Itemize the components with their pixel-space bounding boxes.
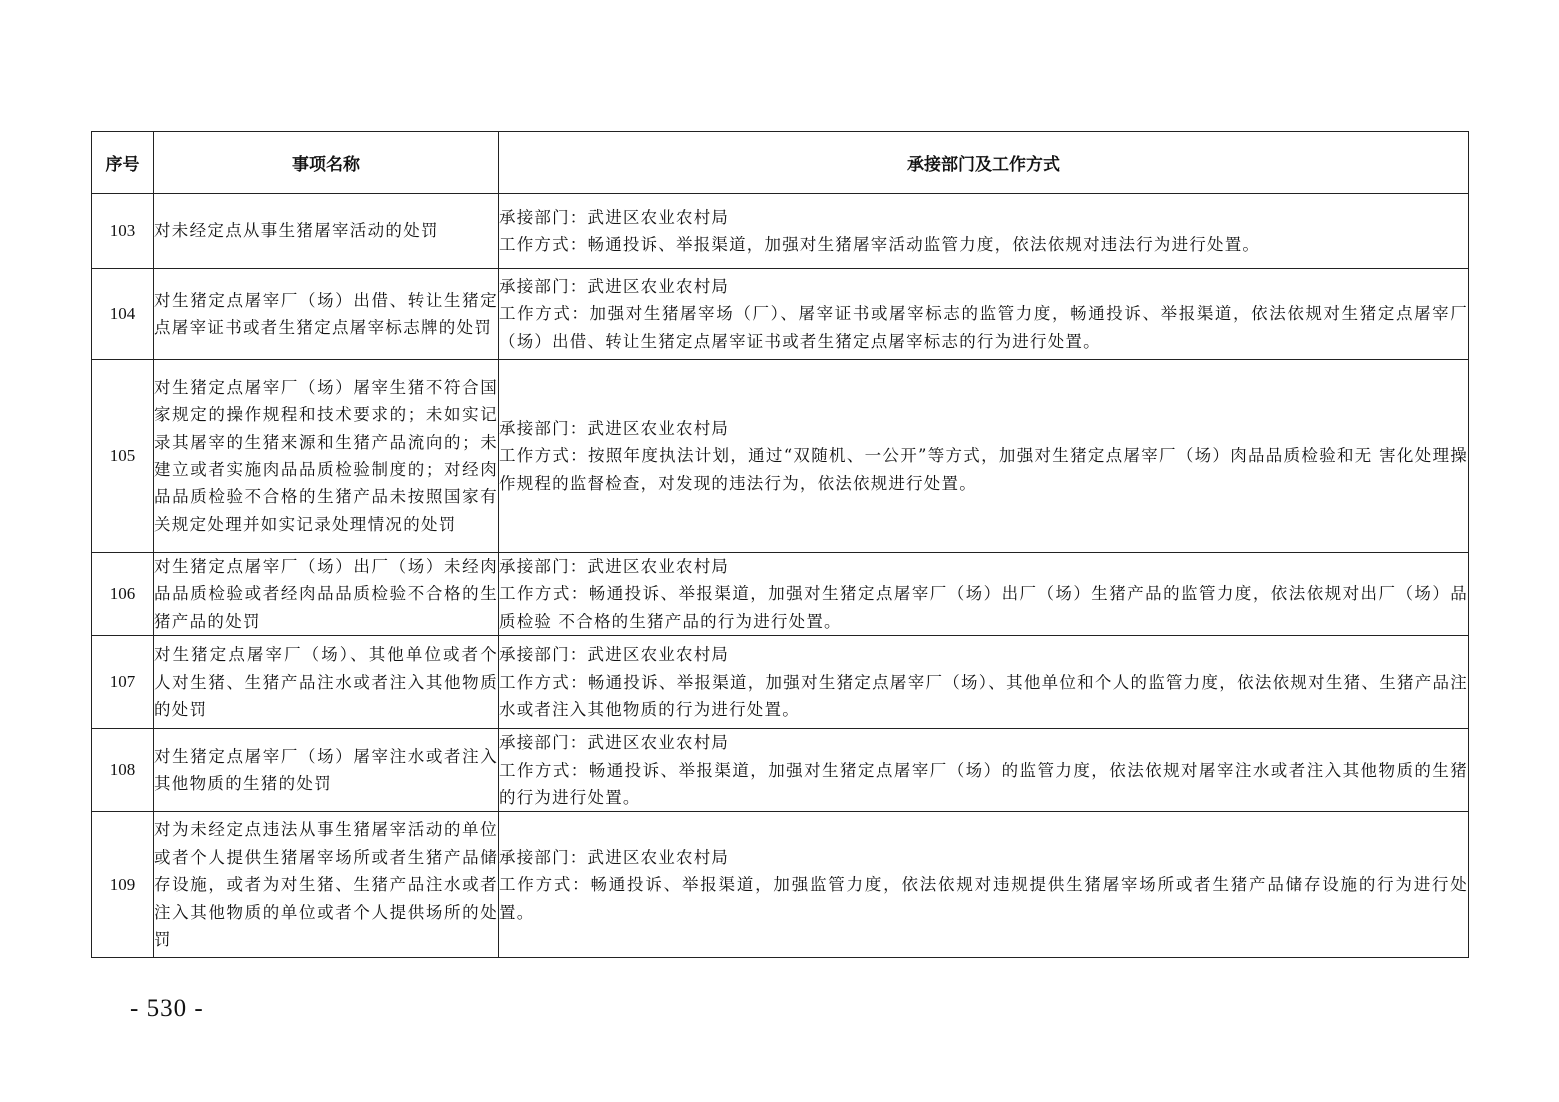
row-number: 104: [92, 269, 154, 360]
dept-method-cell: [499, 553, 1469, 636]
method-line: 工作方式：畅通投诉、举报渠道，加强对生猪定点屠宰厂（场）出厂（场）生猪产品的监管力度，依法依规对出厂（场）品质检验 不合格的生猪产品的行为进行处置。: [499, 584, 1468, 631]
dept-method-cell: [499, 812, 1469, 958]
item-name: 对为未经定点违法从事生猪屠宰活动的单位或者个人提供生猪屠宰场所或者生猪产品储存设施，或者为对生猪、生猪产品注水或者注入其他物质的单位或者个人提供场所的处罚: [154, 812, 499, 958]
dept-line: 承接部门：武进区农业农村局: [499, 418, 730, 438]
method-line: 工作方式：畅通投诉、举报渠道，加强对生猪屠宰活动监管力度，依法依规对违法行为进行处置。: [499, 235, 1261, 254]
row-number: 109: [92, 812, 154, 958]
item-name: 对生猪定点屠宰厂（场）出借、转让生猪定点屠宰证书或者生猪定点屠宰标志牌的处罚: [154, 269, 499, 360]
row-number: 103: [92, 194, 154, 269]
table-row: [92, 553, 1469, 636]
method-line: 工作方式：按照年度执法计划，通过“双随机、一公开”等方式，加强对生猪定点屠宰厂（场）肉品品质检验和无 害化处理操作规程的监督检查，对发现的违法行为，依法依规进行处置。: [499, 446, 1468, 493]
dept-method-cell: [499, 194, 1469, 269]
table-row: [92, 729, 1469, 812]
dept-line: 承接部门：武进区农业农村局: [499, 847, 730, 867]
dept-line: 承接部门：武进区农业农村局: [499, 645, 730, 665]
table-row: [92, 812, 1469, 958]
method-line: 工作方式：畅通投诉、举报渠道，加强监管力度，依法依规对违规提供生猪屠宰场所或者生猪产品储存设施的行为进行处置。: [499, 875, 1468, 922]
dept-method-cell: [499, 729, 1469, 812]
dept-line: 承接部门：武进区农业农村局: [499, 276, 730, 296]
row-number: 108: [92, 729, 154, 812]
items-table: [91, 131, 1469, 958]
method-line: 工作方式：畅通投诉、举报渠道，加强对生猪定点屠宰厂（场）、其他单位和个人的监管力度，依法依规对生猪、生猪产品注水或者注入其他物质的行为进行处置。: [499, 672, 1468, 719]
table-row: [92, 636, 1469, 729]
item-name: 对生猪定点屠宰厂（场）屠宰生猪不符合国家规定的操作规程和技术要求的；未如实记录其屠宰的生猪来源和生猪产品流向的；未建立或者实施肉品品质检验制度的；对经肉品品质检验不合格的生猪产品未按照国家有关规定处理并如实记录处理情况的处罚: [154, 360, 499, 553]
page-number: - 530 -: [130, 995, 204, 1022]
method-line: 工作方式：畅通投诉、举报渠道，加强对生猪定点屠宰厂（场）的监管力度，依法依规对屠宰注水或者注入其他物质的生猪的行为进行处置。: [499, 760, 1468, 808]
row-number: 106: [92, 553, 154, 636]
dept-method-cell: [499, 269, 1469, 360]
header-seq: 序号: [92, 132, 154, 194]
item-name: 对生猪定点屠宰厂（场）出厂（场）未经肉品品质检验或者经肉品品质检验不合格的生猪产品的处罚: [154, 553, 499, 636]
dept-line: 承接部门：武进区农业农村局: [499, 557, 730, 576]
header-item-name: 事项名称: [154, 132, 499, 194]
header-dept-method: 承接部门及工作方式: [499, 132, 1469, 194]
table-row: [92, 360, 1469, 553]
dept-line: 承接部门：武进区农业农村局: [499, 733, 730, 753]
item-name: 对未经定点从事生猪屠宰活动的处罚: [154, 194, 499, 269]
table-row: [92, 269, 1469, 360]
table-row: [92, 194, 1469, 269]
dept-line: 承接部门：武进区农业农村局: [499, 207, 730, 227]
dept-method-cell: [499, 636, 1469, 729]
dept-method-cell: [499, 360, 1469, 553]
item-name: 对生猪定点屠宰厂（场）、其他单位或者个人对生猪、生猪产品注水或者注入其他物质的处罚: [154, 636, 499, 729]
method-line: 工作方式：加强对生猪屠宰场（厂）、屠宰证书或屠宰标志的监管力度，畅通投诉、举报渠道，依法依规对生猪定点屠宰厂（场）出借、转让生猪定点屠宰证书或者生猪定点屠宰标志的行为进行处置。: [499, 304, 1468, 351]
row-number: 105: [92, 360, 154, 553]
table-header-row: [92, 132, 1469, 194]
row-number: 107: [92, 636, 154, 729]
item-name: 对生猪定点屠宰厂（场）屠宰注水或者注入其他物质的生猪的处罚: [154, 729, 499, 812]
